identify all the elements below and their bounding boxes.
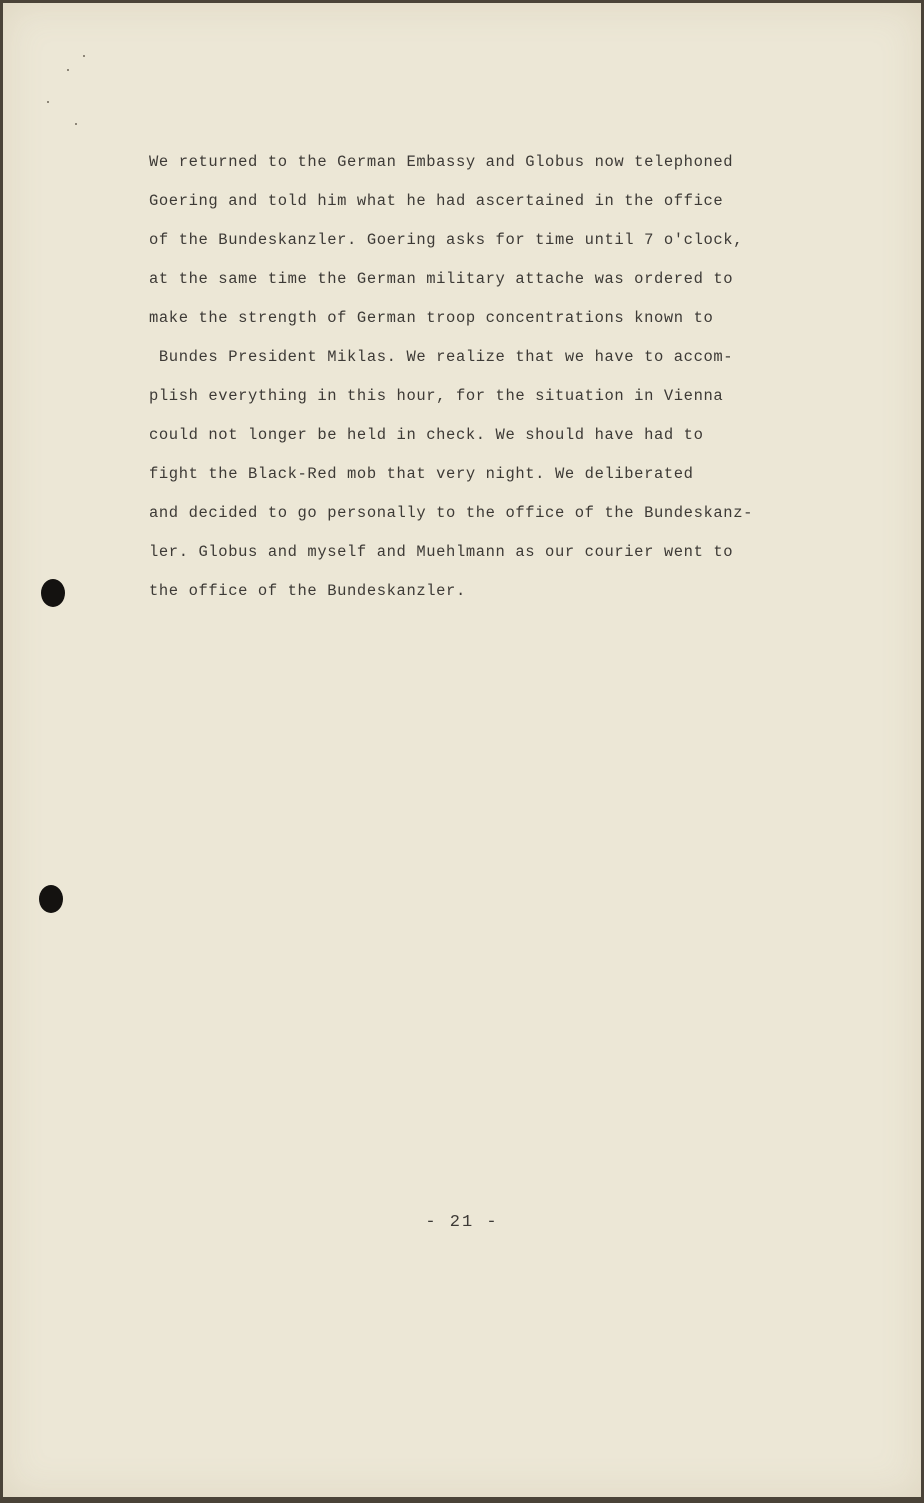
text-line: could not longer be held in check. We should have had to	[149, 426, 704, 444]
text-line: ler. Globus and myself and Muehlmann as our courier went to	[149, 543, 734, 561]
text-line: We returned to the German Embassy and Globus now telephoned	[149, 153, 734, 171]
document-page	[3, 3, 921, 1497]
text-line: plish everything in this hour, for the situation in Vienna	[149, 387, 724, 405]
paper-speck	[47, 101, 49, 103]
text-line: the office of the Bundeskanzler.	[149, 582, 466, 600]
text-line: at the same time the German military attache was ordered to	[149, 270, 734, 288]
paper-speck	[75, 123, 77, 125]
text-line: of the Bundeskanzler. Goering asks for time until 7 o'clock,	[149, 231, 744, 249]
punch-hole	[39, 885, 63, 913]
text-line: fight the Black-Red mob that very night. We deliberated	[149, 465, 694, 483]
paper-speck	[67, 69, 69, 71]
typed-paragraph	[149, 143, 869, 611]
page-number: - 21 -	[425, 1213, 499, 1232]
text-line: make the strength of German troop concentrations known to	[149, 309, 714, 327]
text-line: and decided to go personally to the office of the Bundeskanz-	[149, 504, 753, 522]
text-line: Bundes President Miklas. We realize that we have to accom-	[149, 348, 734, 366]
text-line: Goering and told him what he had ascertained in the office	[149, 192, 724, 210]
paper-speck	[83, 55, 85, 57]
punch-hole	[41, 579, 65, 607]
